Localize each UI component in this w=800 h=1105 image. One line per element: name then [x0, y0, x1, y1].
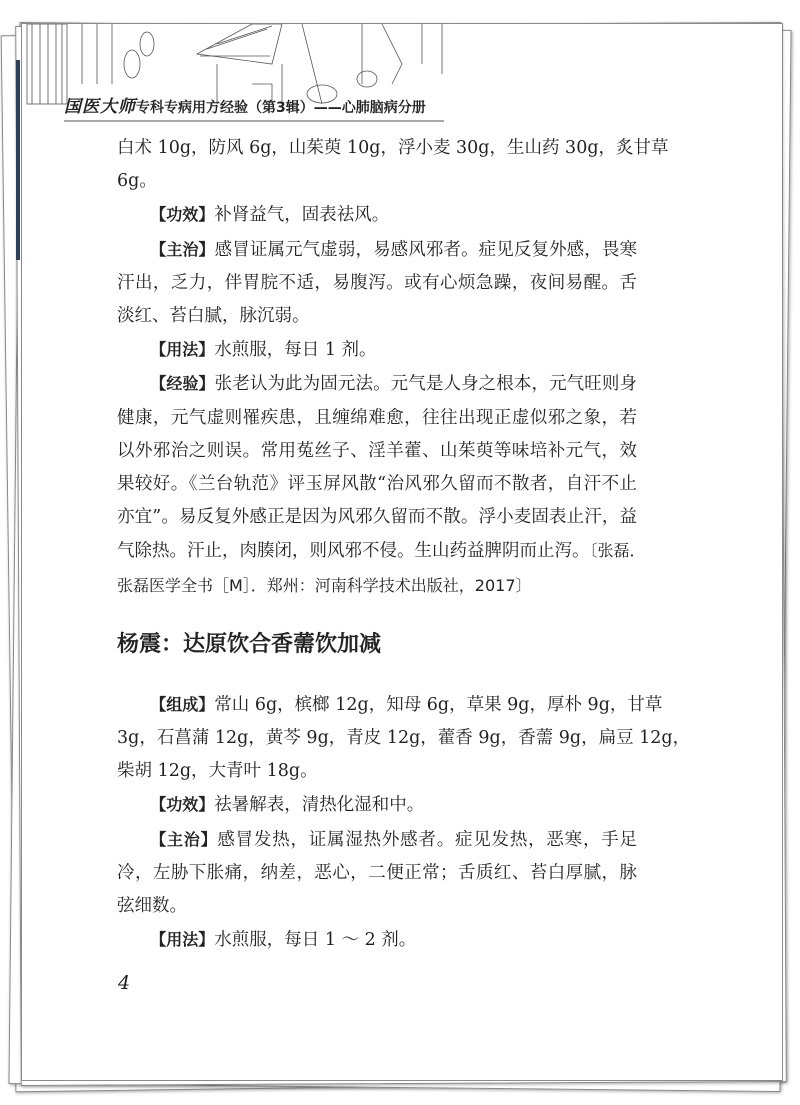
text-line: 淡红、苔白腻，脉沉弱。	[117, 306, 310, 327]
section-label: 【功效】	[150, 795, 215, 815]
page-body	[117, 132, 691, 957]
text-line: 张老认为此为固元法。元气是人身之根本，元气旺则身	[214, 374, 637, 395]
text-line: 柴胡 12g，大青叶 18g。	[117, 761, 318, 782]
section-label: 【用法】	[150, 340, 215, 360]
book-spine-edge	[16, 60, 20, 260]
section-label: 【主治】	[150, 239, 215, 259]
text-line: 白术 10g，防风 6g，山茱萸 10g，浮小麦 30g，生山药 30g，炙甘草	[117, 138, 669, 158]
section-label: 【经验】	[150, 374, 215, 394]
text-line: 3g，石菖蒲 12g，黄芩 9g，青皮 12g，藿香 9g，香薷 9g，扁豆 12g，	[117, 728, 691, 749]
text-line: 以外邪治之则误。常用菟丝子、淫羊藿、山茱萸等味培补元气，效	[117, 440, 637, 461]
text-line: 汗出，乏力，伴胃脘不适，易腹泻。或有心烦急躁，夜间易醒。舌	[117, 272, 637, 293]
paragraph-experience	[117, 367, 646, 601]
running-header	[64, 92, 444, 122]
paragraph-usage	[117, 333, 637, 367]
citation: 〔张磊．	[589, 541, 646, 561]
paragraph-efficacy	[117, 788, 637, 822]
paragraph-efficacy	[117, 198, 637, 232]
book-title: 专科专病用方经验（第3辑）——心肺脑病分册	[136, 100, 426, 116]
text-line: 亦宜”。易反复外感正是因为风邪久留而不散。浮小麦固表止汗，益	[117, 507, 637, 528]
text-line: 水煎服，每日 1 剂。	[214, 340, 377, 361]
page-number: 4	[118, 972, 131, 994]
text-line: 健康，元气虚则罹疾患，且缠绵难愈，往往出现正虚似邪之象，若	[117, 407, 637, 428]
section-label: 【功效】	[150, 205, 215, 225]
text-line: 弦细数。	[117, 896, 187, 917]
text-line: 感冒发热，证属湿热外感者。症见发热，恶寒，手足	[217, 829, 637, 850]
section-label: 【组成】	[150, 694, 215, 714]
citation: 张磊医学全书［M］．郑州：河南科学技术出版社，2017〕	[117, 575, 532, 595]
text-line: 补肾益气，固表祛风。	[214, 205, 390, 226]
text-line: 冷，左胁下胀痛，纳差，恶心，二便正常；舌质红、苔白厚腻，脉	[117, 862, 637, 883]
text-line: 水煎服，每日 1 ～ 2 剂。	[214, 930, 417, 951]
section-label: 【用法】	[150, 930, 215, 950]
text-line: 祛暑解表，清热化湿和中。	[214, 795, 425, 816]
text-line: 6g。	[117, 171, 157, 192]
text-line: 气除热。汗止，肉腠闭，则风邪不侵。生山药益脾阴而止泻。	[117, 541, 590, 562]
paragraph-usage	[117, 923, 637, 957]
paragraph-indications	[117, 233, 637, 334]
paragraph-ingredients-continued	[117, 132, 669, 198]
text-line: 感冒证属元气虚弱，易感风邪者。症见反复外感，畏寒	[214, 239, 637, 260]
paragraph-composition	[117, 688, 691, 789]
text-line: 果较好。《兰台轨范》评玉屏风散“治风邪久留而不散者，自汗不止	[117, 474, 637, 495]
paragraph-indications	[117, 823, 637, 924]
section-heading: 杨震：达原饮合香薷饮加减	[117, 631, 382, 657]
section-label: 【主治】	[150, 829, 218, 849]
series-logo: 国医大师	[64, 97, 136, 117]
text-line: 常山 6g，槟榔 12g，知母 6g，草果 9g，厚朴 9g，甘草	[214, 694, 663, 715]
